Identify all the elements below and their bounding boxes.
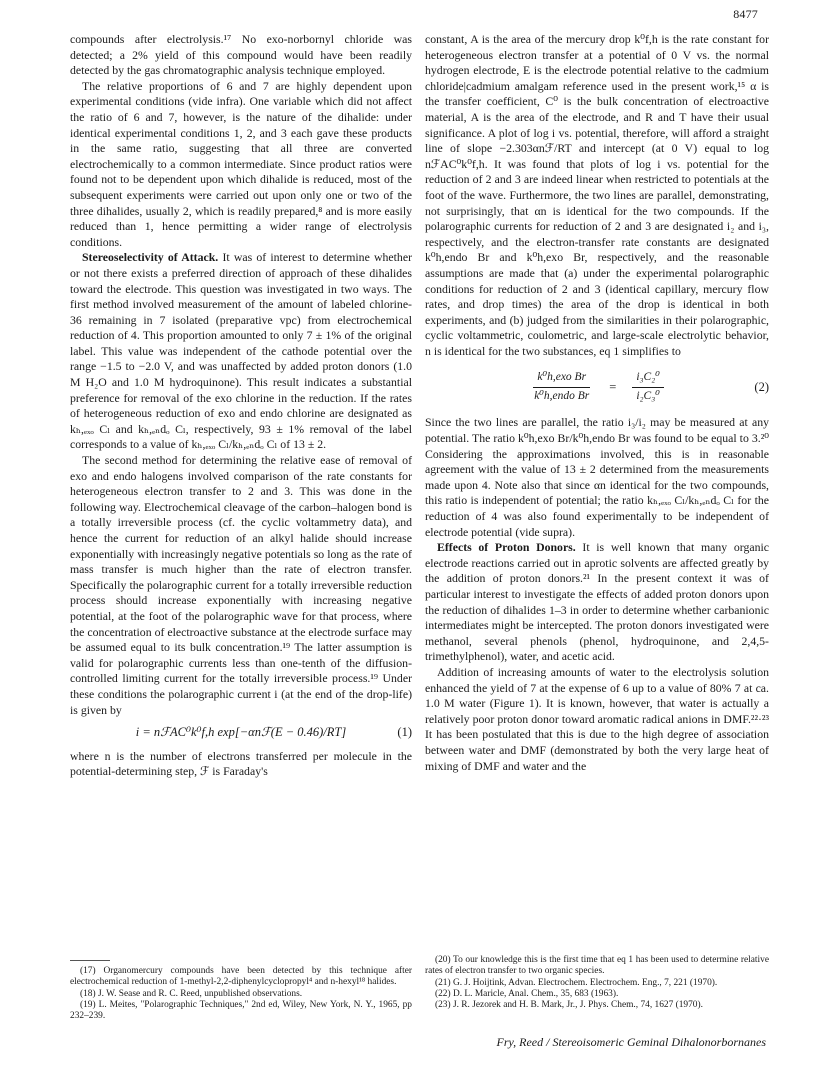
- footnote-19: (19) L. Meites, "Polarographic Techniques," 2nd ed, Wiley, New York, N. Y., 1965, pp 232–239.: [70, 999, 412, 1022]
- left-paragraph-3: [70, 250, 412, 453]
- right-column: [425, 32, 769, 774]
- left-paragraph-3-text: It was of interest to determine whether or not there exists a preferred direction of approach of these dihalides toward the electrode. This question was investigated in two ways. The first method involved measurement of the amount of labeled chlorine-36 remaining in 7 isolated (preparative vpc) from electrochemical reduction of 4. This proportion amounted to only 7 ± 1% of the original label. This value was independent of the cathode potential over the range −1.5 to −2.0 V, and was unaffected by added proton donors (1.0 M H₂O and 1.0 M hydroquinone). This result indicates a substantial preference for removal of the exo chlorine in the reduction. If the rates of heterogeneous reduction of exo and endo chlorine are designated as kₕ,ₑₓₒ Cₗ and kₕ,ₑₙdₒ Cₗ, respectively, 93 ± 1% removal of the label corresponds to a value of kₕ,ₑₓₒ Cₗ/kₕ,ₑₙdₒ Cₗ of 13 ± 2.: [70, 250, 412, 452]
- section-head-stereoselectivity: Stereoselectivity of Attack.: [82, 250, 219, 265]
- right-paragraph-4: Addition of increasing amounts of water to the electrolysis solution enhanced the yield of 7 at the expense of 6 up to a value of 80% 7 at ca. 1.0 M water (Figure 1). It is known, however, that water is actually a relatively poor proton donor toward aromatic radical anions in DMF.²²·²³ It has been postulated that this is due to the high degree of association between water and DMF (demonstrated by both the very large heat of mixing of DMF and water and the: [425, 664, 769, 773]
- equation-2-lhs-denominator: k⁰h,endo Br: [534, 389, 590, 402]
- left-paragraph-4: The second method for determining the relative ease of removal of exo and endo halogens involved comparison of the rate constants for heterogeneous electron transfer to 2 and 3. This was done in the following way. Electrochemical cleavage of the carbon–halogen bond is a totally irreversible process (cf. the cyclic voltammetry data), and hence the current for reduction of an alkyl halide should increase exponentially with increasingly negative potentials so long as the rate of mass transfer is much higher than the rate of electron transfer. Specifically the polarographic current for a totally irreversible reduction process should increase exponentially with increasing negative potential, at the foot of the polarographic wave for that process, where the concentration of electroactive substance at the electrode surface may be assumed equal to its bulk concentration.¹⁹ The latter assumption is valid for polarographic currents less than one-tenth of the diffusion-controlled limiting current for the totally irreversible process.¹⁹ Under these conditions the polarographic current i (at the end of the drop-life) is given by: [70, 453, 412, 717]
- equation-2-rhs: [632, 370, 663, 404]
- equation-2-number: (2): [754, 379, 769, 394]
- left-paragraph-1: compounds after electrolysis.¹⁷ No exo-norbornyl chloride was detected; a 2% yield of this compound would have been readily detected by the gas chromatographic analysis technique employed.: [70, 32, 412, 78]
- right-paragraph-3-text: It is well known that many organic electrode reactions carried out in aprotic solvents are affected greatly by the addition of proton donors.²¹ In the present context it was of particular interest to investigate the effects of added proton donors upon the reduction of dihalides 1–3 in order to determine whether carbanionic intermediates might be intercepted. The proton donors investigated were methanol, several phenols (phenol, hydroquinone, and 2,4,5-trimethylphenol), water, and acetic acid.: [425, 540, 769, 664]
- page-number: 8477: [733, 7, 758, 21]
- section-head-proton-donors: Effects of Proton Donors.: [437, 540, 576, 555]
- equation-2-equals: =: [609, 379, 617, 394]
- equation-2-rhs-numerator: i₃C₂⁰: [632, 370, 663, 388]
- footnotes-right: [425, 955, 769, 1011]
- equation-2-lhs: [530, 370, 593, 404]
- footnote-rule: [70, 960, 110, 961]
- left-paragraph-2: The relative proportions of 6 and 7 are highly dependent upon experimental conditions (vide infra). One variable which did not affect the ratio of 6 and 7, however, is the nature of the dihalide: under identical experimental conditions 1, 2, and 3 each gave these products in the same ratio, suggesting that all three are converted electrochemically to a common intermediate. Since product ratios were found not to be dependent upon which dihalide is reduced, most of the subsequent experiments were carried out upon only one or two of the three dihalides, usually 2, which is readily prepared,⁸ and is more easily reduced than 1, hence permitting a wider range of electrolysis conditions.: [70, 78, 412, 249]
- left-column: [70, 32, 412, 780]
- equation-1-body: i = nℱAC⁰k⁰f,h exp[−αnℱ(E − 0.46)/RT]: [135, 725, 347, 740]
- left-paragraph-5: where n is the number of electrons transferred per molecule in the potential-determining step, ℱ is Faraday's: [70, 748, 412, 779]
- equation-1: [70, 725, 412, 741]
- right-paragraph-3: [425, 540, 769, 665]
- equation-2-lhs-numerator: k⁰h,exo Br: [533, 370, 590, 388]
- footnote-18: (18) J. W. Sease and R. C. Reed, unpublished observations.: [80, 988, 303, 999]
- right-paragraph-1: constant, A is the area of the mercury drop k⁰f,h is the rate constant for heterogeneous electron transfer at a potential of 0 V vs. the normal hydrogen electrode, E is the electrode potential relative to the cadmium chloride|cadmium amalgam reference used in the present work,¹⁵ α is the transfer coefficient, C⁰ is the bulk concentration of electroactive material, A is the area of the electrode, and R and T have their usual significance. A plot of log i vs. potential, therefore, will afford a straight line of slope −2.303αnℱ/RT and intercept (at 0 V) equal to log nℱAC⁰k⁰f,h. It was found that plots of log i vs. potential for the reduction of 2 and 3 are indeed linear when restricted to potentials at the foot of the wave. Furthermore, the two lines are parallel, demonstrating, not surprisingly, that αn is identical for the two compounds. If the polarographic currents for reduction of 2 and 3 are designated i₂ and i₃, respectively, and the electron-transfer rate constants are designated k⁰h,endo Br and k⁰h,exo Br, respectively, and the reasonable assumptions are made that (a) under the experimental polarographic conditions for reduction of 2 and 3 (identical capillary, mercury flow rates, and drop times) the area of the drop is identical in both experiments, and (b) judged from the similarities in their polarographic, cyclic voltammetric, coulometric, and large-scale electrolytic behavior, n is identical for the two substances, eq 1 simplifies to: [425, 32, 769, 358]
- equation-2: [425, 369, 769, 405]
- footnote-22: (22) D. L. Maricle, Anal. Chem., 35, 683 (1963).: [435, 988, 619, 999]
- equation-2-rhs-denominator: i₂C₃⁰: [636, 389, 660, 402]
- right-paragraph-2: Since the two lines are parallel, the ratio i₃/i₂ may be measured at any potential. The ratio k⁰h,exo Br/k⁰h,endo Br was found to be equal to 3.²⁰ Considering the approximations involved, this is in reasonable agreement with the value of 13 ± 2 determined from the measurements made upon 4. Note also that since αn identical for the two compounds, this ratio is independent of potential; the ratio kₕ,ₑₓₒ Cₗ/kₕ,ₑₙdₒ Cₗ for the reduction of 4 was also found experimentally to be independent of electrode potential (vide supra).: [425, 415, 769, 539]
- footnote-21: (21) G. J. Hoijtink, Advan. Electrochem. Electrochem. Eng., 7, 221 (1970).: [435, 977, 718, 988]
- footnote-20: (20) To our knowledge this is the first time that eq 1 has been used to determine relative rates of electron transfer to two organic species.: [425, 955, 769, 977]
- footnote-17: (17) Organomercury compounds have been detected by this technique after electrochemical reduction of 1-methyl-2,2-diphenylcyclopropyl⁴ and n-hexyl¹⁸ halides.: [70, 966, 412, 988]
- footnote-23: (23) J. R. Jezorek and H. B. Mark, Jr., J. Phys. Chem., 74, 1627 (1970).: [435, 1000, 703, 1011]
- running-footer: Fry, Reed / Stereoisomeric Geminal Dihalonorbornanes: [496, 1035, 766, 1049]
- equation-1-number: (1): [397, 725, 412, 740]
- footnotes-left: [70, 966, 412, 1022]
